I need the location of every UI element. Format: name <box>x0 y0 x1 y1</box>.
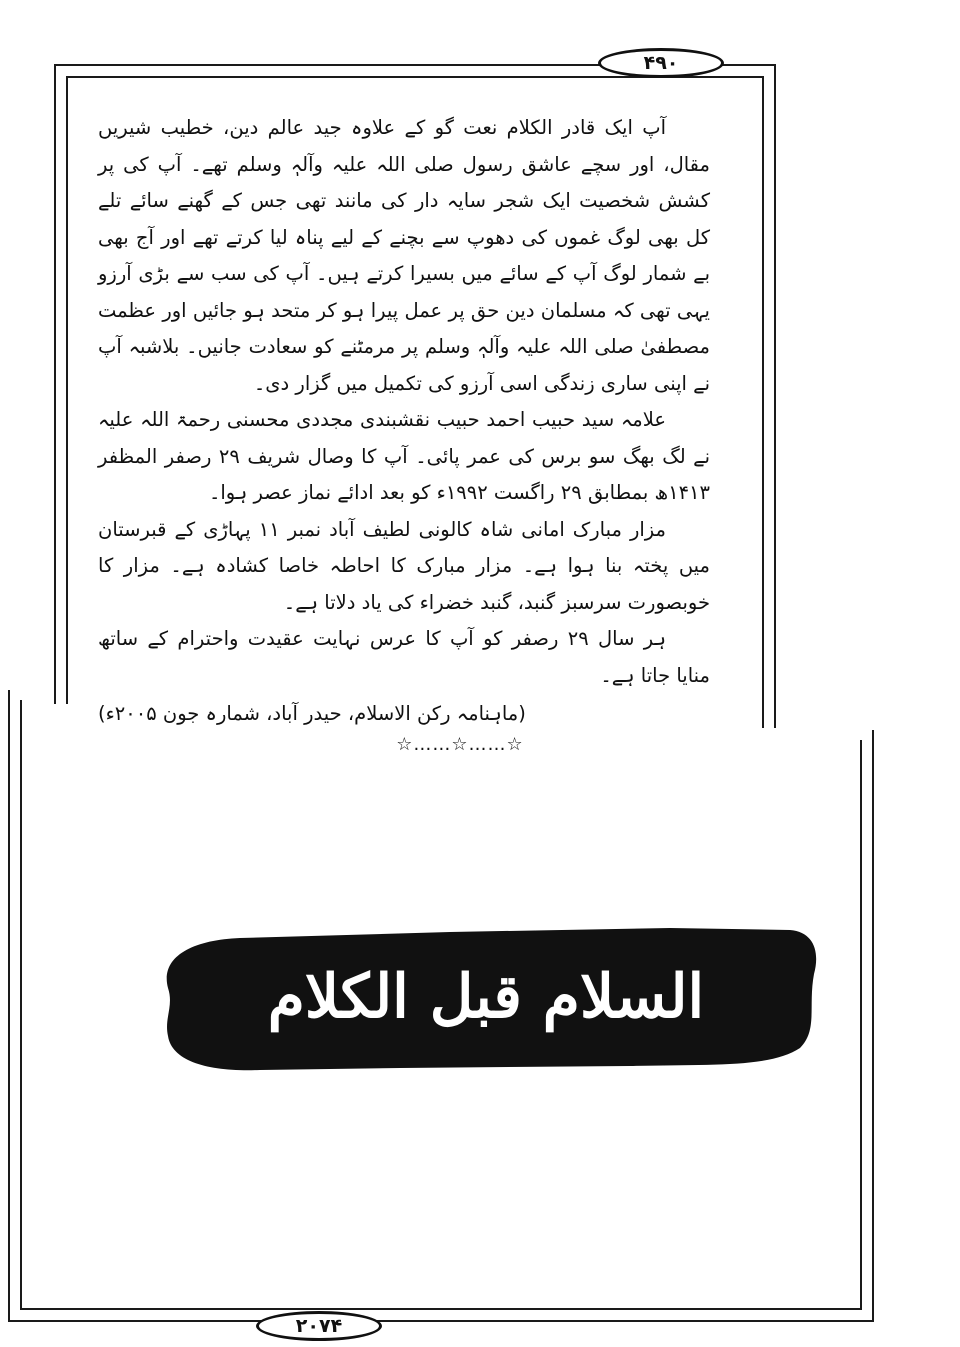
paragraph-4: ہر سال ۲۹ رصفر کو آپ کا عرس نہایت عقیدت واحترام کے ساتھ منایا جاتا ہے۔ <box>98 627 710 687</box>
top-page-number: ۴۹۰ <box>598 48 724 78</box>
article-body <box>98 110 710 733</box>
calligraphy-panel <box>150 918 822 1076</box>
lower-frame-right-inner <box>826 740 862 1310</box>
paragraph-2: علامہ سید حبیب احمد حبیب نقشبندی مجددی محسنی رحمۃ اللہ علیہ نے لگ بھگ سو برس کی عمر پائی۔ آپ کا وصال شریف ۲۹ رصفر المظفر ۱۴۱۳ھ بمطابق ۲۹ راگست ۱۹۹۲ء کو بعد ادائے نماز عصر ہوا۔ <box>98 408 711 504</box>
paragraph-3: مزار مبارک امانی شاہ کالونی لطیف آباد نمبر ۱۱ پہاڑی کے قبرستان میں پختہ بنا ہوا ہے۔ مزار مبارک کا احاطہ خاصا کشادہ ہے۔ مزار کا خوبصورت سرسبز گنبد، گنبد خضراء کی یاد دلاتا ہے۔ <box>98 517 710 614</box>
calligraphy-text: السلام قبل الکلام <box>267 962 705 1032</box>
star-separator: ☆……☆……☆ <box>396 734 524 755</box>
right-frame-inner <box>736 76 764 728</box>
left-frame-inner <box>66 76 94 704</box>
bottom-page-number: ۲۰۷۴ <box>256 1311 382 1341</box>
source-citation: (ماہنامہ رکن الاسلام، حیدر آباد، شمارہ جون ۲۰۰۵ء) <box>98 702 526 725</box>
paragraph-1: آپ ایک قادر الکلام نعت گو کے علاوہ جید عالم دین، خطیب شیریں مقال، اور سچے عاشق رسول صلی اللہ علیہ وآلہٖ وسلم تھے۔ آپ کی پر کشش شخصیت ایک شجر سایہ دار کی مانند تھی جس کے گھنے سائے تلے کل بھی لوگ غموں کی دھوپ سے بچنے کے لیے پناہ لیا کرتے تھے اور آج بھی بے شمار لوگ آپ کے سائے میں بسیرا کرتے ہیں۔ آپ کی سب سے بڑی آرزو یہی تھی کہ مسلمان دین حق پر عمل پیرا ہو کر متحد ہو جائیں اور عظمت مصطفیٰ صلی اللہ علیہ وآلہٖ وسلم پر مرمٹنے کو سعادت جانیں۔ بلاشبہ آپ نے اپنی ساری زندگی اسی آرزو کی تکمیل میں گزار دی۔ <box>98 116 710 395</box>
